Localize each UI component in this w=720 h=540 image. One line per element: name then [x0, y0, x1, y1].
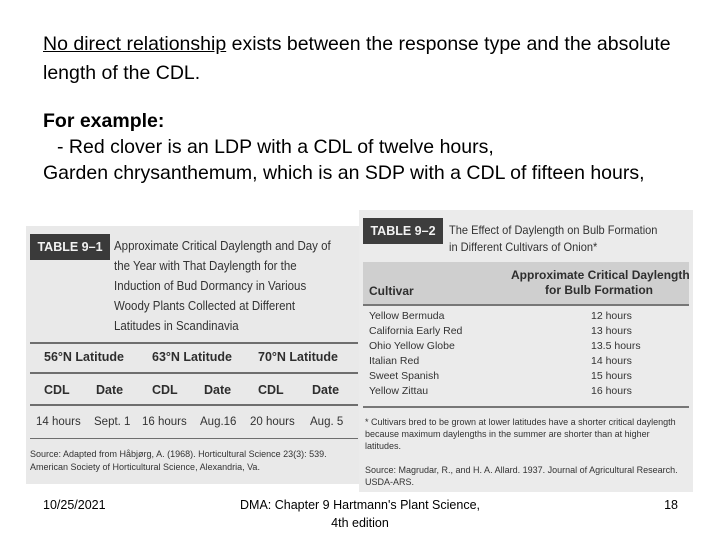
- table-9-1-rule-top: [30, 342, 358, 344]
- table-9-2-rule-bottom: [363, 406, 689, 408]
- table-9-1-group-56: 56°N Latitude: [44, 350, 125, 364]
- table-9-2-rule-top: [363, 304, 689, 306]
- table-9-2-hours: 13 hours: [591, 325, 632, 337]
- table-9-2-hours: 12 hours: [591, 310, 632, 322]
- table-row: [369, 340, 677, 355]
- intro-text: exists between the response type and the absolute length of the CDL.: [43, 33, 671, 84]
- table-9-2-hours: 14 hours: [591, 355, 632, 367]
- table-9-1-header-cdl-1: CDL: [44, 383, 70, 397]
- table-row: [369, 325, 677, 340]
- table-9-1-rule-low: [30, 404, 358, 406]
- example-block: [43, 108, 683, 186]
- table-9-1-group-63: 63°N Latitude: [152, 350, 233, 364]
- table-9-2-cultivar: Yellow Zittau: [369, 385, 429, 397]
- table-9-1-label: TABLE 9–1: [30, 234, 110, 260]
- table-9-1-cell: Aug. 5: [310, 416, 344, 428]
- table-9-1-cell: 16 hours: [142, 416, 187, 428]
- table-9-2-footnote: * Cultivars bred to be grown at lower latitudes have a shorter critical daylength because maximum daylengths in the summer are shorter than at higher latitudes.: [365, 417, 676, 451]
- table-9-2-col-cultivar: Cultivar: [369, 284, 414, 298]
- table-9-2-hours: 16 hours: [591, 385, 632, 397]
- table-9-1-group-70: 70°N Latitude: [258, 350, 339, 364]
- table-9-2-cultivar: Sweet Spanish: [369, 370, 440, 382]
- table-9-2-image: [359, 210, 693, 492]
- table-9-1-header-cdl-2: CDL: [152, 383, 178, 397]
- table-9-1-header-date-3: Date: [312, 383, 340, 397]
- example-line-1: - Red clover is an LDP with a CDL of twelve hours,: [57, 136, 494, 158]
- intro-underlined-text: No direct relationship: [43, 33, 227, 55]
- table-9-2-col-cdl-line2: for Bulb Formation: [545, 283, 653, 297]
- table-row: [369, 385, 677, 400]
- table-9-2-hours: 15 hours: [591, 370, 632, 382]
- table-9-1-header-date-2: Date: [204, 383, 232, 397]
- table-9-1-source: Source: Adapted from Håbjørg, A. (1968). Horticultural Science 23(3): 539. American Society of Horticultural Science, Alexandria, Va.: [30, 449, 327, 472]
- table-row: [369, 355, 677, 370]
- table-9-1-cell: 20 hours: [250, 416, 295, 428]
- table-9-1-cell: 14 hours: [36, 416, 81, 428]
- table-9-1-image: [26, 226, 360, 484]
- table-9-2-title: The Effect of Daylength on Bulb Formation in Different Cultivars of Onion*: [449, 223, 658, 254]
- slide-number: 18: [664, 498, 678, 512]
- table-9-1-header-cdl-3: CDL: [258, 383, 284, 397]
- example-line-2: Garden chrysanthemum, which is an SDP with a CDL of fifteen hours,: [43, 162, 645, 184]
- table-9-1-header-date-1: Date: [96, 383, 124, 397]
- table-9-2-cultivar: Ohio Yellow Globe: [369, 340, 455, 352]
- table-row: [369, 310, 677, 325]
- table-9-1-rule-mid: [30, 372, 358, 374]
- table-9-2-col-cdl-line1: Approximate Critical Daylength: [511, 268, 690, 282]
- table-9-1-cell: Sept. 1: [94, 416, 131, 428]
- footer-date: 10/25/2021: [43, 498, 106, 512]
- table-row: [369, 370, 677, 385]
- table-9-2-hours: 13.5 hours: [591, 340, 641, 352]
- intro-paragraph: [43, 30, 683, 88]
- table-9-2-cultivar: California Early Red: [369, 325, 463, 337]
- example-heading: For example:: [43, 110, 165, 132]
- table-9-2-source: Source: Magrudar, R., and H. A. Allard. 1937. Journal of Agricultural Research. USDA-ARS.: [365, 465, 678, 487]
- table-9-1-rule-bottom: [30, 438, 358, 439]
- table-9-1-cell: Aug.16: [200, 416, 237, 428]
- table-9-2-cultivar: Yellow Bermuda: [369, 310, 445, 322]
- footer-title: DMA: Chapter 9 Hartmann's Plant Science, 4th edition: [240, 498, 480, 530]
- table-9-2-label: TABLE 9–2: [363, 218, 443, 244]
- table-9-2-cultivar: Italian Red: [369, 355, 420, 367]
- table-9-1-title: Approximate Critical Daylength and Day of the Year with That Daylength for the Induction of Bud Dormancy in Various Woody Plants Collected at Different Latitudes in Scandinavia: [114, 239, 331, 333]
